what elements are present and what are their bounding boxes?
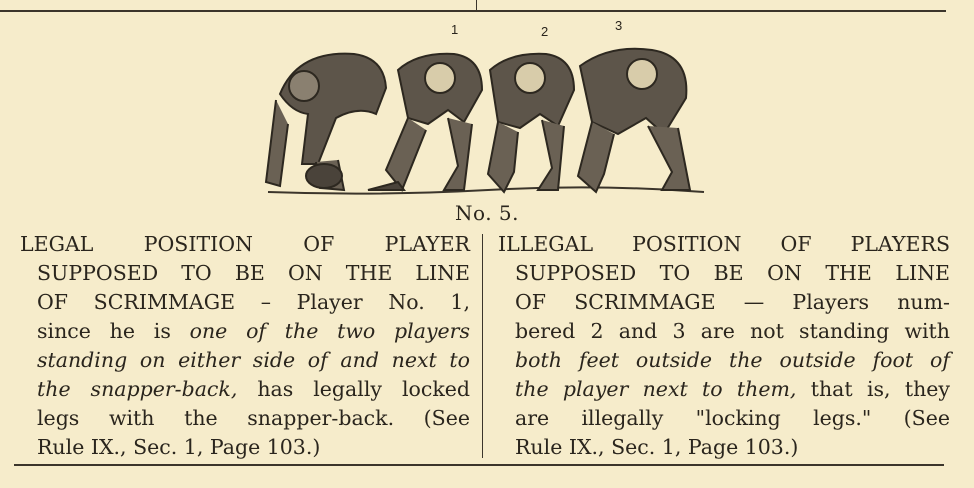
caption-text: has legally locked — [237, 377, 470, 401]
left_column-line — [20, 259, 470, 288]
caption-text: that is, they — [796, 377, 950, 401]
right_column-line — [498, 288, 950, 317]
player-2-figure — [488, 54, 574, 192]
italic-text: the snapper-back, — [37, 377, 238, 401]
players-illustration — [258, 14, 710, 204]
caption-text: bered 2 and 3 are not standing with — [515, 319, 950, 343]
right_column-line — [498, 230, 950, 259]
left_column-line — [20, 404, 470, 433]
caption-text: OF SCRIMMAGE – Player No. 1, — [37, 290, 470, 314]
left_column-line — [20, 433, 470, 462]
left_column-line — [20, 288, 470, 317]
caption-text: ILLEGAL POSITION OF PLAYERS — [498, 232, 950, 256]
player-label-3: 3 — [615, 18, 623, 33]
right_column-line — [498, 433, 950, 462]
italic-text: one of the two players — [189, 319, 470, 343]
left_column-line — [20, 230, 470, 259]
left_column-line — [20, 375, 470, 404]
player-1-figure — [368, 54, 482, 190]
caption-text: since he is — [37, 319, 190, 343]
caption-text: legs with the snapper-back. (See — [37, 406, 470, 430]
caption-text: SUPPOSED TO BE ON THE LINE — [37, 261, 470, 285]
caption-text: OF SCRIMMAGE — Players num- — [515, 290, 950, 314]
illegal-position-caption — [498, 230, 950, 462]
caption-text: Rule IX., Sec. 1, Page 103.) — [515, 435, 799, 459]
player-label-2: 2 — [541, 24, 549, 39]
italic-text: standing on either side of and next to — [37, 348, 470, 372]
right_column-line — [498, 317, 950, 346]
player-label-1: 1 — [451, 22, 459, 37]
right_column-line — [498, 404, 950, 433]
right_column-line — [498, 346, 950, 375]
bottom-rule — [14, 464, 944, 466]
caption-text: LEGAL POSITION OF PLAYER — [20, 232, 470, 256]
left_column-line — [20, 346, 470, 375]
player-3-figure — [578, 49, 690, 192]
figure-caption: No. 5. — [455, 201, 519, 225]
top-rule-tick — [476, 0, 477, 10]
legal-position-caption — [20, 230, 470, 462]
snapper-back-figure — [266, 54, 386, 190]
italic-text: both feet outside the outside foot of — [515, 348, 950, 372]
right_column-line — [498, 375, 950, 404]
right_column-line — [498, 259, 950, 288]
caption-text: are illegally "locking legs." (See — [515, 406, 950, 430]
top-rule — [0, 10, 946, 12]
caption-text: Rule IX., Sec. 1, Page 103.) — [37, 435, 321, 459]
italic-text: the player next to them, — [515, 377, 797, 401]
column-divider — [482, 234, 483, 458]
caption-text: SUPPOSED TO BE ON THE LINE — [515, 261, 950, 285]
left_column-line — [20, 317, 470, 346]
